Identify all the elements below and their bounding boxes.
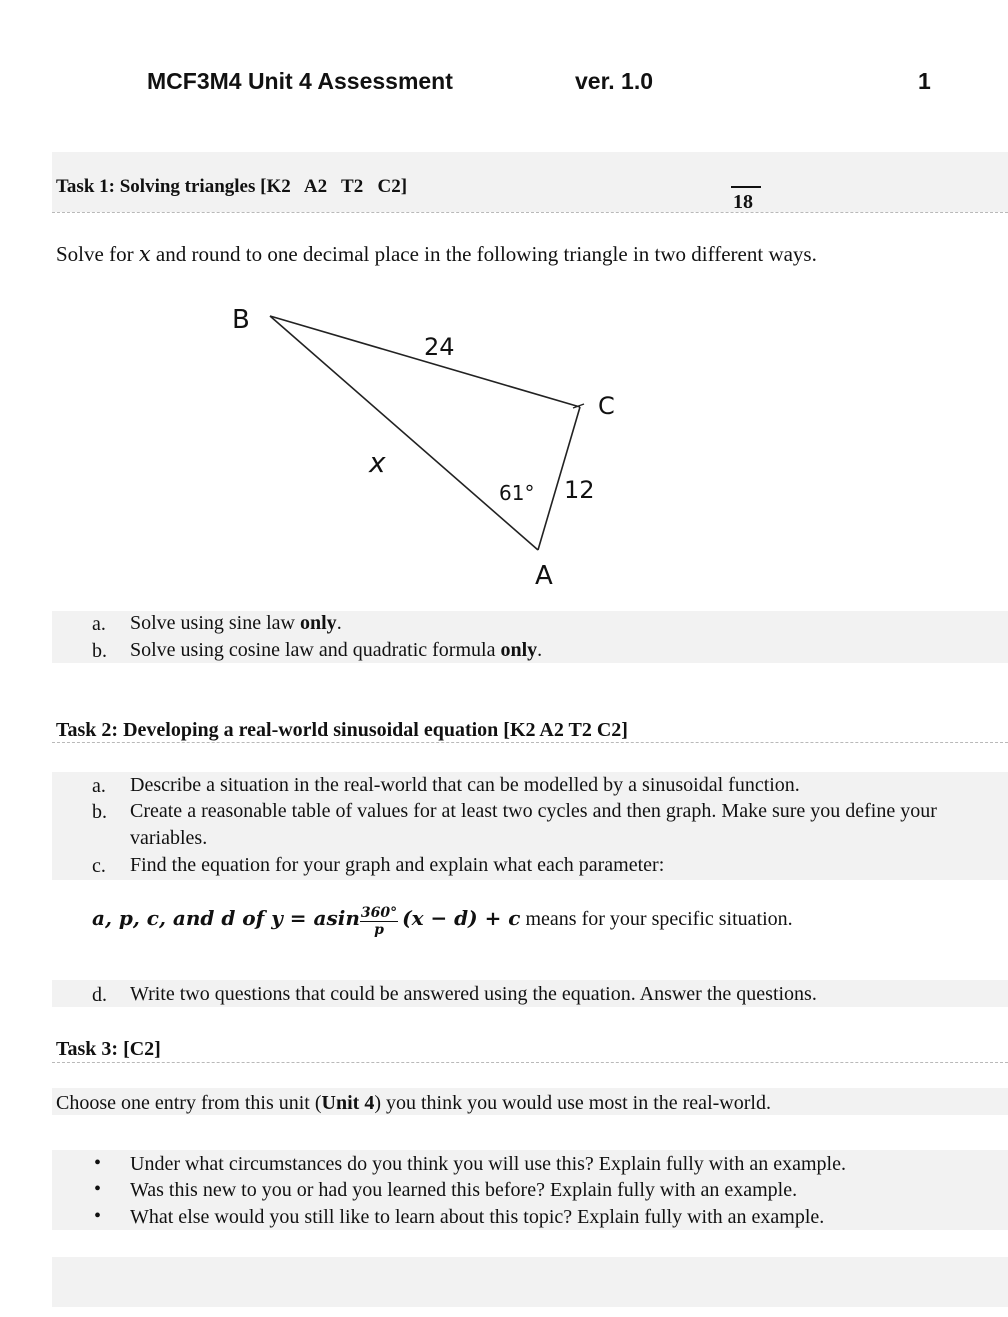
task3-divider	[52, 1062, 1008, 1063]
bullet-icon: •	[94, 1205, 102, 1227]
side-ab-label: x	[369, 446, 386, 479]
list-item: Write two questions that could be answered using the equation. Answer the questions.	[130, 983, 817, 1005]
task1-title: Task 1: Solving triangles [K2 A2 T2 C2]	[56, 176, 408, 197]
answer-area	[52, 1257, 1008, 1307]
list-item-label: a.	[92, 613, 106, 635]
side-bc-label: 24	[424, 333, 455, 361]
task3-prompt: Choose one entry from this unit (Unit 4) you think you would use most in the real-world.	[56, 1092, 771, 1114]
vertex-c-label: C	[598, 392, 615, 420]
task1-score: 18	[733, 191, 753, 213]
triangle-figure	[0, 0, 1008, 600]
task2-divider	[52, 742, 1008, 743]
task2-title: Task 2: Developing a real-world sinusoidal equation [K2 A2 T2 C2]	[56, 719, 628, 741]
list-item-label: d.	[92, 984, 107, 1006]
list-item: Solve using cosine law and quadratic formula only.	[130, 639, 543, 661]
side-ca-label: 12	[564, 476, 595, 504]
side-bc-line	[270, 316, 580, 407]
page-number: 1	[918, 68, 931, 94]
list-item: Find the equation for your graph and explain what each parameter:	[130, 854, 665, 876]
task3-title: Task 3: [C2]	[56, 1038, 161, 1060]
list-item-label: a.	[92, 775, 106, 797]
bullet-icon: •	[94, 1152, 102, 1174]
bullet-item: Under what circumstances do you think you will use this? Explain fully with an example.	[130, 1153, 846, 1175]
list-item-label: b.	[92, 640, 107, 662]
list-item-label: b.	[92, 801, 107, 823]
list-item: Solve using sine law only.	[130, 612, 342, 634]
sinusoidal-equation: a, p, c, and d of y = asin $\frac{360^\circ}{p}$ (x − d) + c means for your specific situation.	[92, 905, 793, 938]
list-item: Create a reasonable table of values for at least two cycles and then graph. Make sure you define your variables.	[130, 800, 937, 849]
bullet-icon: •	[94, 1178, 102, 1200]
list-item-label: c.	[92, 855, 106, 877]
bullet-item: What else would you still like to learn about this topic? Explain fully with an example.	[130, 1206, 825, 1228]
vertex-b-label: B	[232, 305, 250, 335]
version-label: ver. 1.0	[575, 68, 654, 94]
document-title: MCF3M4 Unit 4 Assessment	[147, 68, 453, 94]
task1-instruction: Solve for x and round to one decimal place in the following triangle in two different ways.	[56, 242, 817, 266]
side-ab-line	[270, 316, 538, 550]
angle-a-label: 61°	[499, 481, 535, 505]
list-item: Describe a situation in the real-world that can be modelled by a sinusoidal function.	[130, 774, 800, 796]
vertex-a-label: A	[535, 561, 553, 591]
bullet-item: Was this new to you or had you learned this before? Explain fully with an example.	[130, 1179, 798, 1201]
